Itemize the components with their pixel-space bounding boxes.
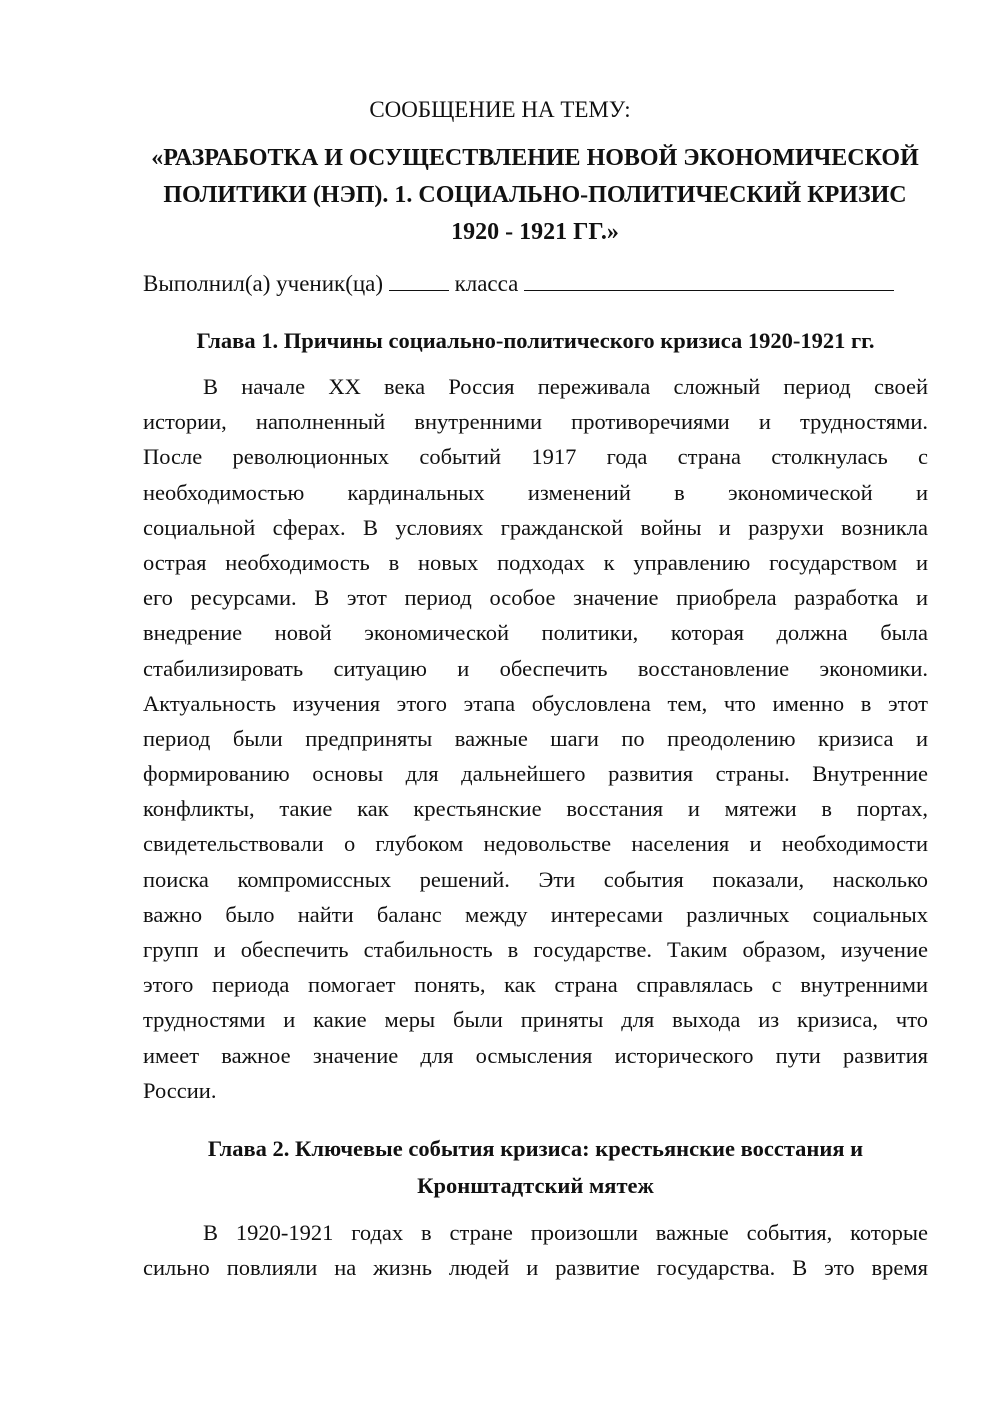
text-line: острая необходимость в новых подходах к управлению государством и [143,549,928,575]
class-blank [389,270,449,291]
chapter-2-paragraph [143,1215,928,1285]
name-blank [524,270,894,291]
text-line: В 1920-1921 годах в стране произошли важные события, которые [203,1220,928,1245]
text-line: России. [143,1077,217,1103]
text-line: формированию основы для дальнейшего развития страны. Внутренние [143,761,928,787]
text-line: поиска компромиссных решений. Эти события показали, насколько [143,866,928,892]
author-prefix: Выполнил(а) ученик(ца) [143,271,384,296]
text-line: его ресурсами. В этот период особое значение приобрела разработка и [143,585,928,611]
text-line: В начале XX века Россия переживала сложный период своей [203,374,928,399]
text-line: необходимостью кардинальных изменений в экономической и [143,479,928,505]
pre-title: СООБЩЕНИЕ НА ТЕМУ: [369,97,631,122]
text-line: конфликты, такие как крестьянские восстания и мятежи в портах, [143,796,928,822]
chapter-1-title [143,322,928,359]
text-line: важно было найти баланс между интересами различных социальных [143,901,928,927]
text-line: внедрение новой экономической политики, которая должна была [143,620,928,646]
chapter-2-title [143,1130,928,1204]
document-title [120,140,950,251]
chapter-title-line: Кронштадтский мятеж [417,1173,654,1198]
title-line: ПОЛИТИКИ (НЭП). 1. СОЦИАЛЬНО-ПОЛИТИЧЕСКИЙ КРИЗИС [163,182,907,208]
chapter-title-line: Глава 2. Ключевые события кризиса: крестьянские восстания и [207,1136,864,1161]
text-line: Актуальность изучения этого этапа обусловлена тем, что именно в этот [143,690,928,716]
author-middle: класса [454,271,519,296]
author-line [143,268,894,300]
text-line: После революционных событий 1917 года страна столкнулась с [143,444,928,470]
text-line: трудностями и какие меры были приняты для выхода из кризиса, что [143,1007,928,1033]
text-line: социальной сферах. В условиях гражданской войны и разрухи возникла [143,514,928,540]
title-line: 1920 - 1921 ГГ.» [451,219,619,245]
text-line: свидетельствовали о глубоком недовольстве населения и необходимости [143,831,928,857]
text-line: групп и обеспечить стабильность в государстве. Таким образом, изучение [143,937,928,962]
title-line: «РАЗРАБОТКА И ОСУЩЕСТВЛЕНИЕ НОВОЙ ЭКОНОМИЧЕСКОЙ [151,145,919,171]
text-line: истории, наполненный внутренними противоречиями и трудностями. [143,409,928,435]
chapter-1-paragraph [143,369,928,1108]
text-line: сильно повлияли на жизнь людей и развитие государства. В это время [143,1255,928,1281]
text-line: период были предприняты важные шаги по преодолению кризиса и [143,725,928,751]
chapter-title-line: Глава 1. Причины социально-политического кризиса 1920-1921 гг. [196,328,875,353]
text-line: стабилизировать ситуацию и обеспечить восстановление экономики. [143,655,928,681]
text-line: этого периода помогает понять, как страна справлялась с внутренними [143,972,928,998]
text-line: имеет важное значение для осмысления исторического пути развития [143,1042,928,1068]
